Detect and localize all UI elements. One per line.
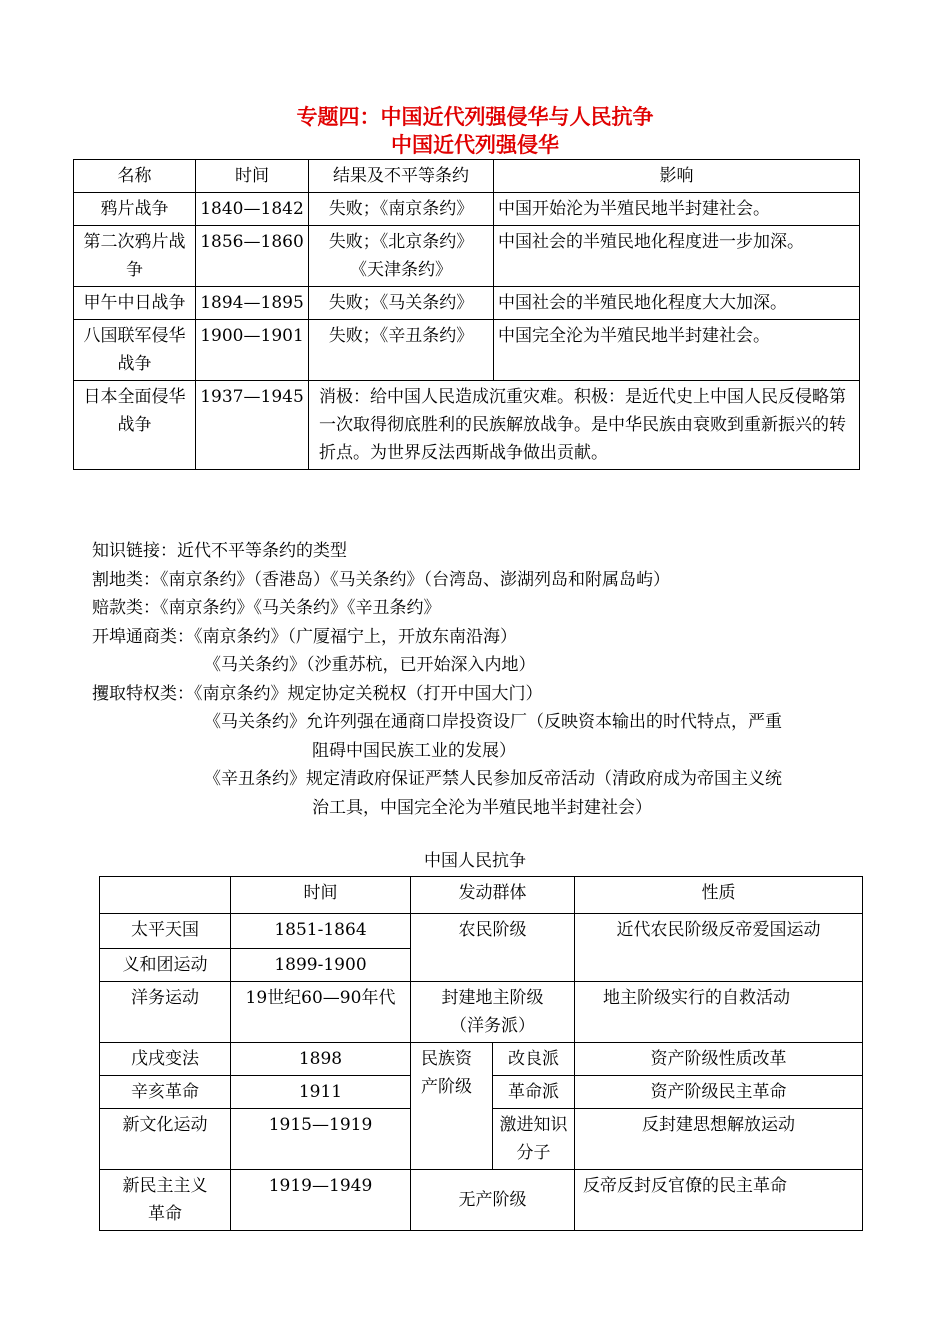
table-row — [100, 1170, 863, 1231]
movement-time: 19世纪60—90年代 — [231, 982, 411, 1043]
note-ports-cont: 《马关条约》（沙重苏杭，已开始深入内地） — [204, 655, 536, 675]
movement-subgroup: 改良派 — [493, 1043, 575, 1076]
movement-group: 民族资产阶级 — [411, 1043, 493, 1170]
movement-time: 1898 — [231, 1043, 411, 1076]
header-group: 发动群体 — [411, 877, 575, 914]
aggression-table — [73, 159, 860, 470]
war-time: 1894—1895 — [196, 287, 309, 320]
page-subtitle: 中国近代列强侵华 — [391, 133, 559, 157]
war-result — [309, 226, 494, 287]
movement-name: 太平天国 — [100, 914, 231, 949]
header-time: 时间 — [196, 160, 309, 193]
war-time: 1856—1860 — [196, 226, 309, 287]
table-row — [74, 381, 860, 470]
war-combined: 消极：给中国人民造成沉重灾难。积极：是近代史上中国人民反侵略第一次取得彻底胜利的民族解放战争。是中华民族由衰败到重新振兴的转折点。为世界反法西斯战争做出贡献。 — [309, 381, 860, 470]
war-time: 1840—1842 — [196, 193, 309, 226]
movement-subgroup: 激进知识分子 — [493, 1109, 575, 1170]
war-time: 1900—1901 — [196, 320, 309, 381]
movement-name: 义和团运动 — [100, 949, 231, 982]
movement-time: 1911 — [231, 1076, 411, 1109]
header-name: 名称 — [74, 160, 196, 193]
resistance-table — [99, 876, 863, 1231]
movement-time: 1915—1919 — [231, 1109, 411, 1170]
header-impact: 影响 — [494, 160, 860, 193]
movement-group: 农民阶级 — [411, 914, 575, 982]
war-result-line2: 《天津条约》 — [350, 260, 452, 280]
movement-subgroup: 革命派 — [493, 1076, 575, 1109]
movement-nature: 资产阶级民主革命 — [575, 1076, 863, 1109]
note-privilege-3-cont: 治工具，中国完全沦为半殖民地半封建社会） — [312, 797, 652, 818]
note-cession: 割地类：《南京条约》（香港岛）《马关条约》（台湾岛、澎湖列岛和附属岛屿） — [92, 569, 670, 590]
war-name: 甲午中日战争 — [74, 287, 196, 320]
movement-time: 1919—1949 — [231, 1170, 411, 1231]
table-row — [100, 982, 863, 1043]
table-row — [100, 1043, 863, 1076]
war-result: 失败；《马关条约》 — [309, 287, 494, 320]
war-result: 失败；《南京条约》 — [309, 193, 494, 226]
table-header-row — [74, 160, 860, 193]
war-name: 八国联军侵华战争 — [74, 320, 196, 381]
movement-nature: 近代农民阶级反帝爱国运动 — [575, 914, 863, 982]
movement-time: 1851-1864 — [231, 914, 411, 949]
knowledge-notes — [92, 537, 872, 822]
movement-name: 新民主主义革命 — [100, 1170, 231, 1231]
war-time: 1937—1945 — [196, 381, 309, 470]
movement-nature: 反封建思想解放运动 — [575, 1109, 863, 1170]
movement-nature: 地主阶级实行的自救活动 — [575, 982, 863, 1043]
movement-group: 无产阶级 — [411, 1170, 575, 1231]
header-blank — [100, 877, 231, 914]
note-privilege-3: 《辛丑条约》规定清政府保证严禁人民参加反帝活动（清政府成为帝国主义统 — [204, 769, 782, 789]
table-row — [74, 320, 860, 381]
movement-name: 辛亥革命 — [100, 1076, 231, 1109]
notes-heading: 知识链接：近代不平等条约的类型 — [92, 541, 347, 561]
table-row — [74, 287, 860, 320]
table-row — [100, 914, 863, 949]
resistance-table-caption: 中国人民抗争 — [424, 851, 526, 871]
war-result-line1: 失败；《北京条约》 — [328, 232, 474, 252]
note-indemnity: 赔款类：《南京条约》《马关条约》《辛丑条约》 — [92, 598, 441, 618]
table-row — [74, 193, 860, 226]
war-impact: 中国开始沦为半殖民地半封建社会。 — [494, 193, 860, 226]
war-impact: 中国社会的半殖民地化程度大大加深。 — [494, 287, 860, 320]
war-result: 失败；《辛丑条约》 — [309, 320, 494, 381]
page-title: 专题四：中国近代列强侵华与人民抗争 — [296, 105, 654, 129]
table-header-row — [100, 877, 863, 914]
movement-name: 戊戌变法 — [100, 1043, 231, 1076]
movement-nature: 反帝反封反官僚的民主革命 — [575, 1170, 863, 1231]
war-impact: 中国完全沦为半殖民地半封建社会。 — [494, 320, 860, 381]
movement-nature: 资产阶级性质改革 — [575, 1043, 863, 1076]
header-nature: 性质 — [575, 877, 863, 914]
note-privilege: 攫取特权类：《南京条约》规定协定关税权（打开中国大门） — [92, 683, 543, 704]
header-time: 时间 — [231, 877, 411, 914]
movement-time: 1899-1900 — [231, 949, 411, 982]
header-result: 结果及不平等条约 — [309, 160, 494, 193]
movement-name: 洋务运动 — [100, 982, 231, 1043]
war-name: 鸦片战争 — [74, 193, 196, 226]
note-ports: 开埠通商类：《南京条约》（广厦福宁上，开放东南沿海） — [92, 626, 517, 647]
note-privilege-2-cont: 阻碍中国民族工业的发展） — [312, 740, 516, 761]
note-privilege-2: 《马关条约》允许列强在通商口岸投资设厂（反映资本输出的时代特点，严重 — [204, 712, 782, 732]
movement-name: 新文化运动 — [100, 1109, 231, 1170]
movement-group: 封建地主阶级（洋务派） — [411, 982, 575, 1043]
war-name: 第二次鸦片战争 — [74, 226, 196, 287]
war-name: 日本全面侵华战争 — [74, 381, 196, 470]
table-row — [74, 226, 860, 287]
war-impact: 中国社会的半殖民地化程度进一步加深。 — [494, 226, 860, 287]
